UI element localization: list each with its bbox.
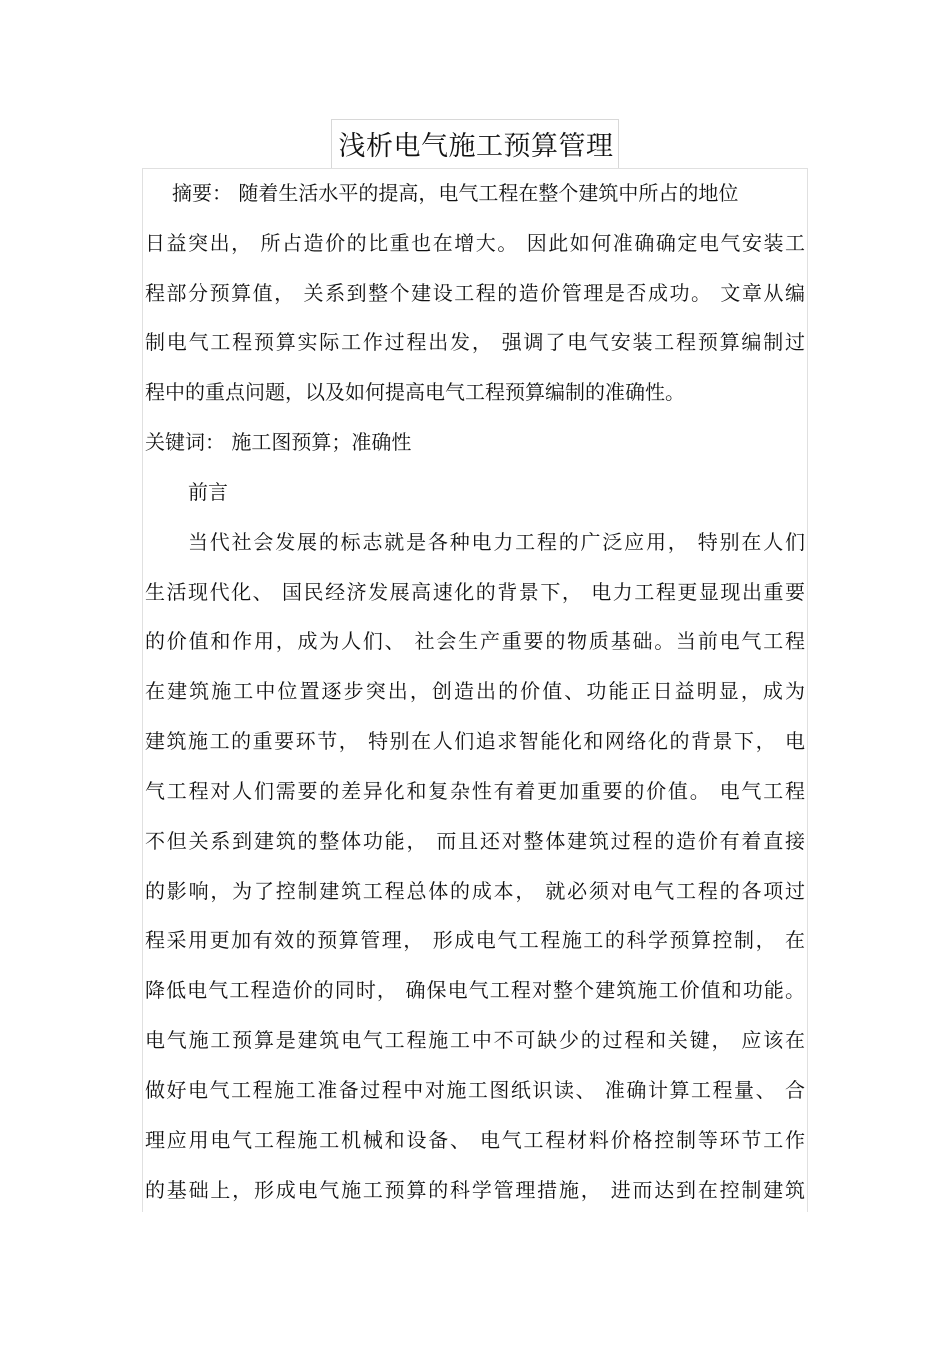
- body-line-12: 做好电气工程施工准备过程中对施工图纸识读、 准确计算工程量、 合: [145, 1078, 805, 1102]
- body-line-8: 的影响，为了控制建筑工程总体的成本， 就必须对电气工程的各项过: [145, 879, 805, 903]
- keywords-line: 关键词： 施工图预算；准确性: [145, 430, 412, 454]
- frame-right-border: [807, 168, 808, 1212]
- title-box: [331, 119, 619, 169]
- frame-left-border: [142, 168, 143, 1212]
- body-line-10: 降低电气工程造价的同时， 确保电气工程对整个建筑施工价值和功能。: [145, 978, 805, 1002]
- abstract-line-1: 摘要： 随着生活水平的提高，电气工程在整个建筑中所占的地位: [172, 181, 739, 205]
- body-line-2: 生活现代化、 国民经济发展高速化的背景下， 电力工程更显现出重要: [145, 580, 805, 604]
- body-line-6: 气工程对人们需要的差异化和复杂性有着更加重要的价值。 电气工程: [145, 779, 805, 803]
- section-heading-preface: 前言: [188, 480, 228, 504]
- body-line-14: 的基础上，形成电气施工预算的科学管理措施， 进而达到在控制建筑: [145, 1178, 805, 1202]
- abstract-line-2: 日益突出， 所占造价的比重也在增大。 因此如何准确确定电气安装工: [145, 231, 805, 255]
- body-line-1: 当代社会发展的标志就是各种电力工程的广泛应用， 特别在人们: [188, 530, 805, 554]
- body-line-11: 电气施工预算是建筑电气工程施工中不可缺少的过程和关键， 应该在: [145, 1028, 805, 1052]
- body-line-9: 程采用更加有效的预算管理， 形成电气工程施工的科学预算控制， 在: [145, 928, 805, 952]
- body-line-4: 在建筑施工中位置逐步突出，创造出的价值、功能正日益明显，成为: [145, 679, 805, 703]
- body-line-3: 的价值和作用，成为人们、 社会生产重要的物质基础。当前电气工程: [145, 629, 805, 653]
- body-line-13: 理应用电气工程施工机械和设备、 电气工程材料价格控制等环节工作: [145, 1128, 805, 1152]
- abstract-line-3: 程部分预算值， 关系到整个建设工程的造价管理是否成功。 文章从编: [145, 281, 805, 305]
- frame-top-border: [142, 168, 808, 169]
- abstract-line-4: 制电气工程预算实际工作过程出发， 强调了电气安装工程预算编制过: [145, 330, 805, 354]
- body-line-7: 不但关系到建筑的整体功能， 而且还对整体建筑过程的造价有着直接: [145, 829, 805, 853]
- body-line-5: 建筑施工的重要环节， 特别在人们追求智能化和网络化的背景下， 电: [145, 729, 805, 753]
- document-title: 浅析电气施工预算管理: [338, 131, 614, 162]
- abstract-line-5: 程中的重点问题，以及如何提高电气工程预算编制的准确性。: [145, 380, 685, 404]
